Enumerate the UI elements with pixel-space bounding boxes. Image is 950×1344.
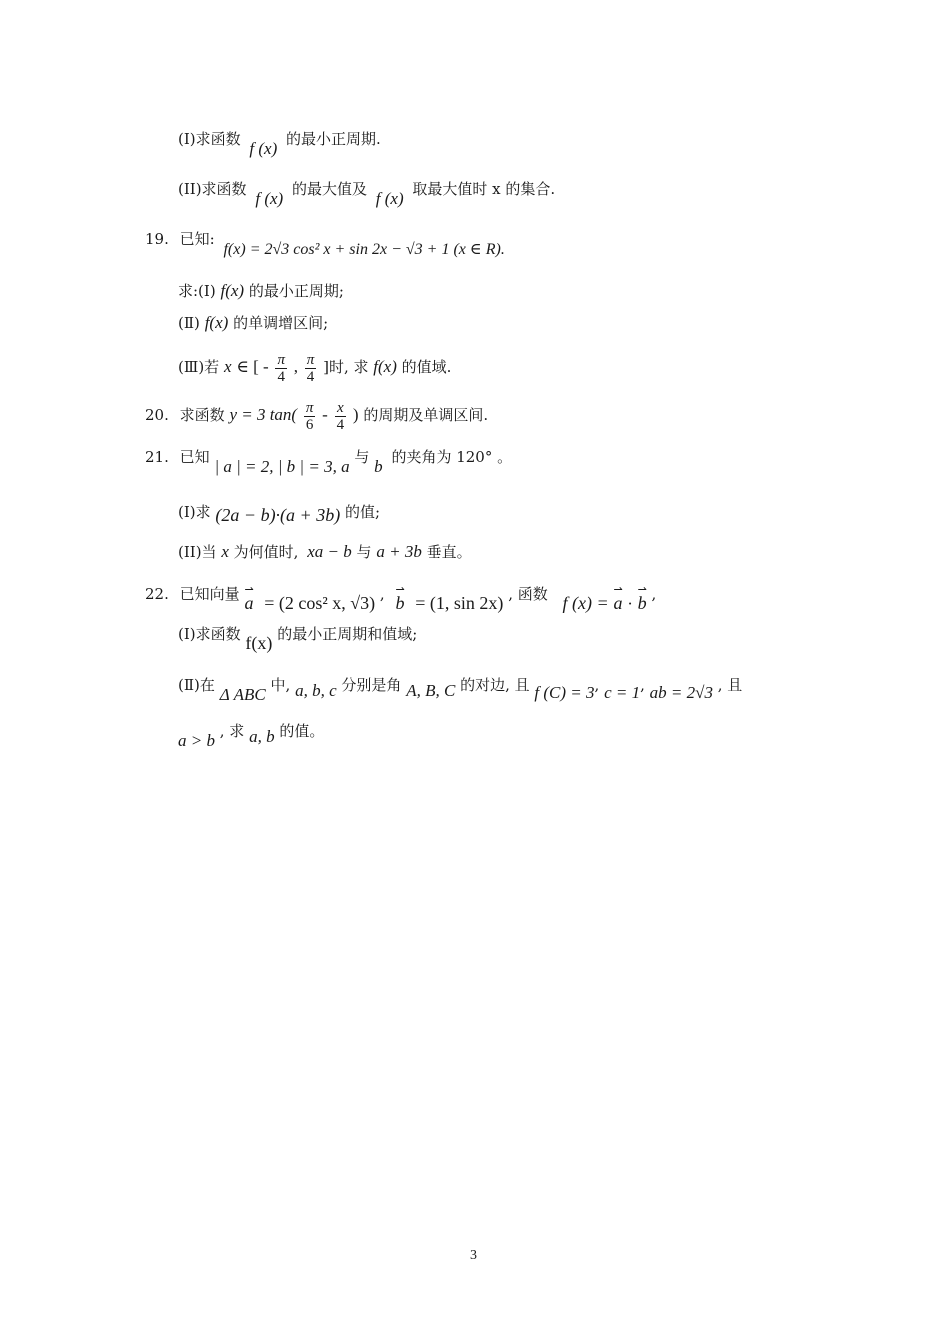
- q19-part1-fx: f(x): [220, 281, 245, 300]
- q20-close: ): [352, 405, 359, 424]
- q22-part3: [178, 720, 325, 750]
- q20-frac2-den: 4: [336, 416, 345, 433]
- q19-part3-var: x: [223, 357, 232, 376]
- q21-part2-x: x: [221, 542, 229, 561]
- q18-part1-label: (I)求函数: [178, 130, 241, 148]
- q22-stem: [145, 576, 656, 611]
- q18-part2-fx1: f (x): [255, 189, 284, 208]
- q21-b: b: [374, 457, 383, 476]
- q22-part2-triangle: Δ ABC: [219, 685, 266, 704]
- q22-vector-b2: ⇀ b: [638, 586, 647, 620]
- q22-vector-a2: ⇀ a: [613, 586, 622, 620]
- q20-frac2-num: x: [337, 399, 344, 416]
- q21-part1: [178, 500, 380, 523]
- q22-dot: ·: [627, 594, 633, 613]
- q19-part2-fx: f(x): [204, 313, 229, 332]
- q22-part3-cond: a > b: [178, 731, 215, 750]
- q19-part3-close: ]时, 求: [323, 358, 369, 376]
- q19-part3: [178, 350, 451, 385]
- q18-part1: [178, 128, 381, 158]
- q21-part2-expr1: xa − b: [307, 542, 352, 561]
- q22-number: 22.: [145, 585, 169, 603]
- q19-part1-text: 的最小正周期;: [248, 282, 344, 300]
- q22-b-def: = (1, sin 2x): [415, 593, 504, 613]
- q19-ask: 求:(Ⅰ): [178, 282, 216, 300]
- q21-part2-label: (II)当: [178, 543, 217, 561]
- q19-part2: [178, 312, 328, 334]
- q22-sep: ,: [379, 585, 385, 603]
- q19-part1: [178, 280, 344, 302]
- q22-part2-label: (Ⅱ)在: [178, 676, 215, 694]
- q22-vector-a: ⇀ a: [244, 586, 253, 620]
- q19-part3-text: 的值域.: [401, 358, 452, 376]
- q19-part3-frac2-num: π: [306, 351, 315, 368]
- q19-part2-label: (Ⅱ): [178, 314, 200, 332]
- q20-lhs: y = 3 tan(: [229, 405, 298, 424]
- q20-frac2: [335, 400, 347, 433]
- q22-a-def: = (2 cos² x, √3): [264, 593, 376, 613]
- q22-part2-comma1: ,: [594, 676, 600, 694]
- q21-intro: 已知: [179, 448, 210, 466]
- q19-part3-frac2: [305, 352, 317, 385]
- q18-part1-text: 的最小正周期.: [286, 130, 381, 148]
- q20-frac1-den: 6: [305, 416, 314, 433]
- q19-part3-in: ∈ [ -: [236, 357, 269, 376]
- q21-part1-text: 的值;: [344, 503, 381, 521]
- q19-part2-text: 的单调增区间;: [233, 314, 329, 332]
- q19-part3-frac2-den: 4: [306, 368, 315, 385]
- q22-part3-text: 的值。: [279, 722, 325, 740]
- q19-number: 19.: [145, 230, 169, 248]
- q20-frac1: [304, 400, 316, 433]
- q18-part2: [178, 178, 556, 208]
- q21-text: 的夹角为 120° 。: [391, 448, 513, 466]
- q22-part1-text: 的最小正周期和值域;: [277, 625, 418, 643]
- q21-with: 与: [354, 448, 370, 466]
- q22-sep2: , 函数: [508, 585, 548, 603]
- q22-part2-c: c = 1: [604, 683, 641, 702]
- q22-part2-qie: , 且: [717, 676, 743, 694]
- q18-part2-mid: 的最大值及: [291, 180, 367, 198]
- q21-stem: [145, 446, 513, 476]
- q19-formula: f(x) = 2√3 cos² x + sin 2x − √3 + 1 (x ∈ R).: [223, 241, 505, 258]
- q20-minus: -: [322, 405, 328, 424]
- q18-part2-text: 取最大值时 x 的集合.: [412, 180, 556, 198]
- q20-number: 20.: [145, 406, 169, 424]
- q21-part2: [178, 541, 472, 563]
- q19-part3-comma: ,: [293, 357, 299, 376]
- q22-part3-ab: a, b: [249, 727, 275, 746]
- page-number: 3: [470, 1248, 477, 1263]
- q18-part2-fx2: f (x): [375, 189, 404, 208]
- q19-part3-label: (Ⅲ)若: [178, 358, 220, 376]
- q18-part1-fx: f (x): [249, 139, 278, 158]
- q20: [145, 398, 488, 433]
- q22-part2-fc: f (C) = 3: [534, 683, 595, 702]
- q21-part2-text: 垂直。: [426, 543, 472, 561]
- q19-stem: [145, 228, 505, 258]
- q18-part2-label: (II)求函数: [178, 180, 247, 198]
- q22-part2: [178, 674, 743, 704]
- q22-part1-fx: f(x): [245, 633, 273, 653]
- q21-part2-mid: 为何值时,: [233, 543, 299, 561]
- q22-vector-b: ⇀ b: [395, 586, 404, 620]
- q21-part2-expr2: a + 3b: [376, 542, 422, 561]
- q22-end: ,: [651, 585, 657, 603]
- q22-part1-label: (Ⅰ)求函数: [178, 625, 241, 643]
- q22-part2-ab: ab = 2√3: [649, 683, 713, 702]
- q21-part1-label: (I)求: [178, 503, 211, 521]
- q22-part2-comma2: ,: [640, 676, 645, 694]
- q22-part2-abc: a, b, c: [295, 681, 337, 700]
- q19-part3-frac1-num: π: [277, 351, 285, 368]
- q21-part1-expr: (2a − b)·(a + 3b): [215, 505, 341, 525]
- q22-part2-ABC: A, B, C: [406, 681, 456, 700]
- q19-part3-frac1: [275, 352, 287, 385]
- q21-part2-with: 与: [356, 543, 372, 561]
- q19-part3-frac1-den: 4: [277, 368, 285, 385]
- q22-f-def: f (x) =: [562, 593, 609, 613]
- q22-intro: 已知向量: [179, 585, 240, 603]
- q22-part2-fenbie: 分别是角: [341, 676, 402, 694]
- q19-intro: 已知:: [179, 230, 215, 248]
- q22-part1: [178, 622, 418, 653]
- q20-text: 的周期及单调区间.: [363, 406, 489, 424]
- q19-part3-fx: f(x): [373, 357, 397, 376]
- q20-frac1-num: π: [305, 399, 314, 416]
- q21-cond: | a | = 2, | b | = 3, a: [214, 457, 350, 476]
- q22-part2-zhong: 中,: [270, 676, 291, 694]
- q21-number: 21.: [145, 448, 169, 466]
- q20-label: 求函数: [179, 406, 225, 424]
- q22-part3-qiu: , 求: [219, 722, 245, 740]
- q22-part2-duibian: 的对边, 且: [460, 676, 530, 694]
